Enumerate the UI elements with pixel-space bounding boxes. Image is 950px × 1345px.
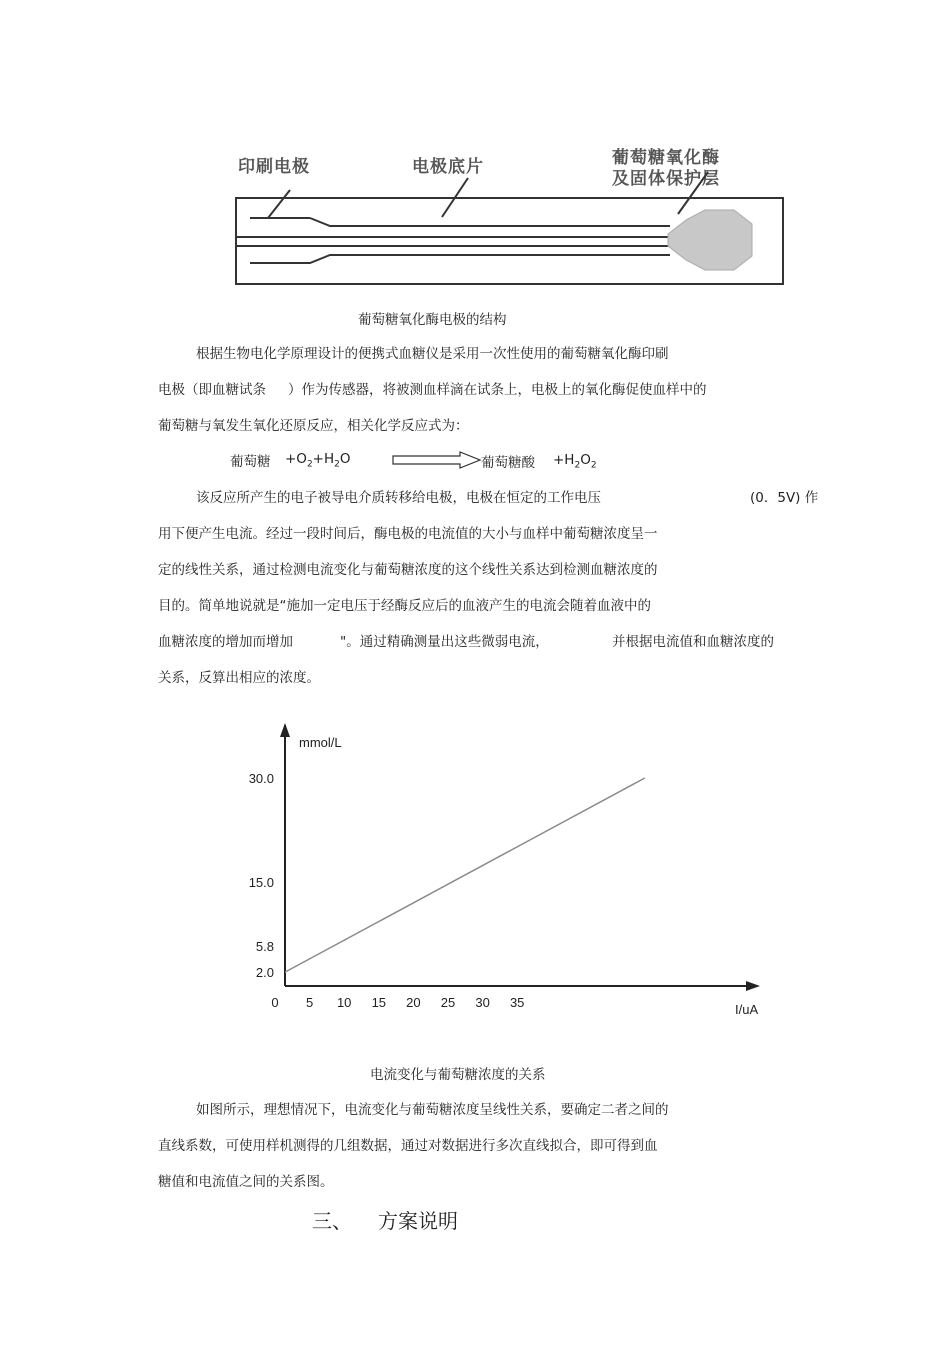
para1-line2b: ）作为传感器，将被测血样滴在试条上，电极上的氧化酶促使血样中的 [288, 382, 707, 398]
para1-line3: 葡萄糖与氧发生氧化还原反应，相关化学反应式为： [158, 418, 469, 434]
x-tick-label: 5 [305, 995, 314, 1010]
x-tick-label: 0 [271, 995, 279, 1010]
enzyme-layer [668, 210, 752, 270]
electrode-diagram [230, 170, 790, 290]
label-printed-electrode: 印刷电极 [238, 157, 310, 177]
y-tick-label: 15.0 [248, 875, 274, 890]
x-tick-label: 35 [509, 995, 525, 1010]
y-axis-arrow-icon [280, 723, 290, 737]
para2-line1b: (0．5V) 作 [750, 490, 819, 506]
x-tick-label: 25 [440, 995, 456, 1010]
y-tick-label: 2.0 [255, 965, 274, 981]
x-tick-label: 30 [475, 995, 490, 1010]
x-tick-label: 10 [336, 995, 352, 1010]
x-tick-label: 20 [406, 995, 421, 1010]
y-tick-labels [249, 771, 274, 980]
para3-line2: 直线系数，可使用样机测得的几组数据，通过对数据进行多次直线拟合，即可得到血 [158, 1138, 658, 1154]
series-line [285, 778, 645, 972]
x-axis-arrow-icon [746, 981, 760, 991]
label-enzyme-line1: 葡萄糖氧化酶 [612, 148, 720, 168]
y-tick-label: 30.0 [248, 771, 274, 786]
x-tick-label: 15 [371, 995, 387, 1010]
para2-line6: 关系，反算出相应的浓度。 [158, 670, 320, 686]
para2-line2: 用下便产生电流。经过一段时间后，酶电极的电流值的大小与血样中葡萄糖浓度呈一 [158, 526, 658, 542]
para2-line3: 定的线性关系，通过检测电流变化与葡萄糖浓度的这个线性关系达到检测血糖浓度的 [158, 562, 658, 578]
figure1-caption: 葡萄糖氧化酶电极的结构 [358, 312, 507, 328]
para2-line5c: 并根据电流值和血糖浓度的 [612, 634, 774, 650]
x-tick-labels [271, 995, 524, 1010]
label-electrode-substrate: 电极底片 [412, 157, 484, 177]
section-title: 方案说明 [378, 1209, 458, 1233]
para2-line5a: 血糖浓度的增加而增加 [158, 634, 293, 650]
formula-reactants-oxygen-water: $+O_2+H_2O$ [285, 451, 351, 470]
chart-caption: 电流变化与葡萄糖浓度的关系 [370, 1067, 546, 1083]
label-enzyme-line2: 及固体保护层 [612, 169, 720, 189]
para2-line1a: 该反应所产生的电子被导电介质转移给电极，电极在恒定的工作电压 [196, 490, 601, 506]
y-axis-label: mmol/L [299, 735, 342, 750]
para1-line1: 根据生物电化学原理设计的便携式血糖仪是采用一次性使用的葡萄糖氧化酶印刷 [196, 346, 669, 362]
leader-line-printed [268, 190, 290, 218]
para2-line4: 目的。简单地说就是“施加一定电压于经酶反应后的血液产生的电流会随着血液中的 [158, 598, 651, 614]
leader-line-enzyme [678, 172, 708, 214]
formula-product: 葡萄糖酸 [481, 455, 535, 471]
y-tick-label: 5.8 [255, 938, 274, 954]
current-glucose-chart [230, 715, 790, 1035]
para1-line2a: 电极（即血糖试条 [158, 382, 266, 398]
reaction-arrow-icon [392, 451, 484, 469]
para3-line1: 如图所示，理想情况下，电流变化与葡萄糖浓度呈线性关系，要确定二者之间的 [196, 1102, 669, 1118]
formula-reactant: 葡萄糖 [230, 454, 271, 470]
section-number: 三、 [312, 1209, 352, 1233]
para3-line3: 糖值和电流值之间的关系图。 [158, 1174, 334, 1190]
x-axis-label: I/uA [735, 1002, 759, 1017]
electrode-trace-bottom [250, 255, 670, 263]
formula-hydrogen-peroxide: $+H_2O_2$ [553, 452, 597, 471]
chart-series [285, 778, 645, 972]
para2-line5b: "。通过精确测量出这些微弱电流， [340, 634, 549, 650]
